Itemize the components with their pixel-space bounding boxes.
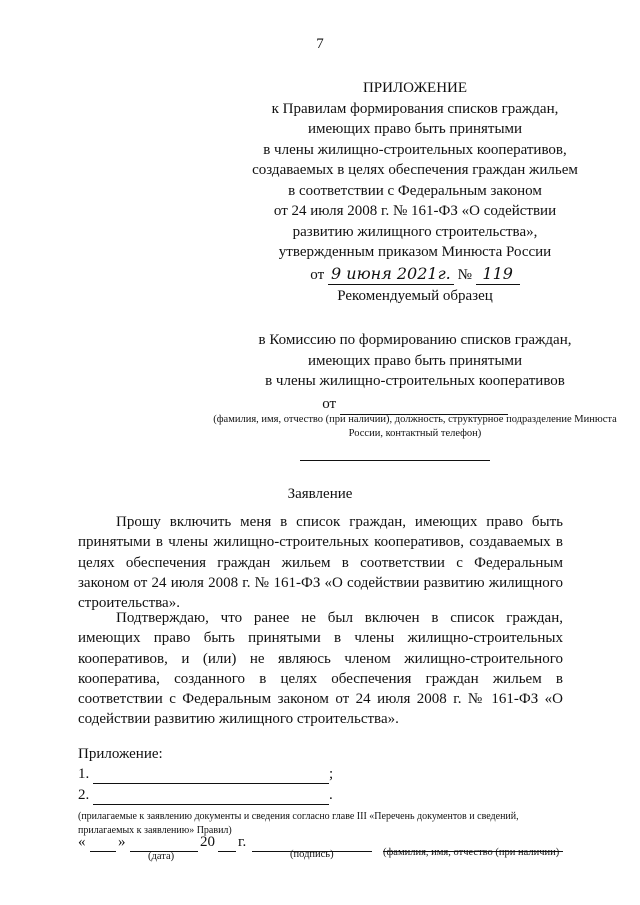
- day-field[interactable]: [90, 834, 116, 852]
- appendix-line: развитию жилищного строительства»,: [292, 223, 538, 240]
- order-number-prefix: №: [457, 266, 472, 283]
- order-number: 119: [482, 263, 513, 283]
- applicant-from: [205, 394, 625, 416]
- appendix-line: в члены жилищно-строительных кооперативов,: [263, 141, 567, 158]
- applicant-name-field[interactable]: [340, 394, 508, 416]
- appendix-line: к Правилам формирования списков граждан,: [271, 100, 559, 117]
- appendix-line: создаваемых в целях обеспечения граждан жильем: [252, 162, 578, 178]
- applicant-extra-line[interactable]: [300, 460, 490, 461]
- attachment-field-1[interactable]: [93, 766, 329, 784]
- month-field[interactable]: [130, 834, 198, 852]
- appendix-line: утвержденным приказом Минюста России: [278, 244, 552, 260]
- attachment-item-2: [78, 787, 333, 805]
- appendix-line: от 24 июля 2008 г. № 161-ФЗ «О содействии: [273, 203, 557, 219]
- name-caption: (фамилия, имя, отчество (при наличии): [383, 847, 560, 858]
- order-date-prefix: от: [310, 266, 325, 283]
- attachment-number: 1.: [78, 766, 90, 782]
- quote-close: »: [118, 834, 126, 850]
- from-prefix: от: [322, 395, 337, 412]
- attachment-item-1: [78, 766, 333, 784]
- attachment-punct: .: [329, 787, 333, 803]
- order-number-handwritten: [476, 264, 520, 285]
- addressee-line: в Комиссию по формированию списков граждан,: [258, 332, 572, 348]
- attachment-field-2[interactable]: [93, 787, 329, 805]
- paragraph-confirmation: Подтверждаю, что ранее не был включен в список граждан, имеющих право быть принятыми в члены жилищно-строительных кооперативов, и (или) не являюсь членом жилищно-строительного кооператива, созданного в целях обеспечения граждан жильем в соответствии с Федеральным законом от 24 июля 2008 г. № 161-ФЗ «О содействии развитию жилищного строительства».: [78, 610, 563, 728]
- addressee-line: имеющих право быть принятыми: [307, 352, 523, 369]
- recommended-sample-label: Рекомендуемый образец: [337, 288, 493, 304]
- addressee-line: в члены жилищно-строительных кооперативов: [265, 373, 565, 389]
- signature-caption: (подпись): [290, 849, 334, 860]
- document-title: Заявление: [287, 486, 353, 502]
- order-date-handwritten: [328, 264, 454, 285]
- attachments-label: Приложение:: [78, 746, 163, 762]
- order-reference: [205, 264, 625, 286]
- attachment-punct: ;: [329, 766, 334, 782]
- quote-open: «: [78, 834, 86, 850]
- year-suffix: г.: [238, 834, 247, 850]
- appendix-block: [205, 78, 625, 285]
- attachment-number: 2.: [78, 787, 90, 803]
- year-prefix: 20: [200, 834, 215, 850]
- date-caption: (дата): [148, 851, 175, 862]
- appendix-line: имеющих право быть принятыми: [307, 121, 523, 137]
- page-number: 7: [316, 36, 324, 52]
- appendix-line: в соответствии с Федеральным законом: [288, 182, 542, 199]
- attachments-note: (прилагаемые к заявлению документы и сведения согласно главе III «Перечень документов и сведений, прилагаемых к заявлению» Правил): [78, 811, 519, 836]
- year-field[interactable]: [218, 834, 236, 852]
- paragraph-request: Прошу включить меня в список граждан, имеющих право быть принятыми в члены жилищно-строительных кооперативов, создаваемых в целях обеспечения граждан жильем в соответствии с Федеральным законом от 24 июля 2008 г. № 161-ФЗ «О содействии развитию жилищного строительства».: [78, 514, 563, 612]
- applicant-field-hint: (фамилия, имя, отчество (при наличии), должность, структурное подразделение Минюста России, контактный телефон): [213, 414, 617, 439]
- addressee-block: [205, 330, 625, 415]
- order-date: 9 июня 2021г.: [331, 263, 451, 283]
- appendix-heading: ПРИЛОЖЕНИЕ: [362, 80, 468, 96]
